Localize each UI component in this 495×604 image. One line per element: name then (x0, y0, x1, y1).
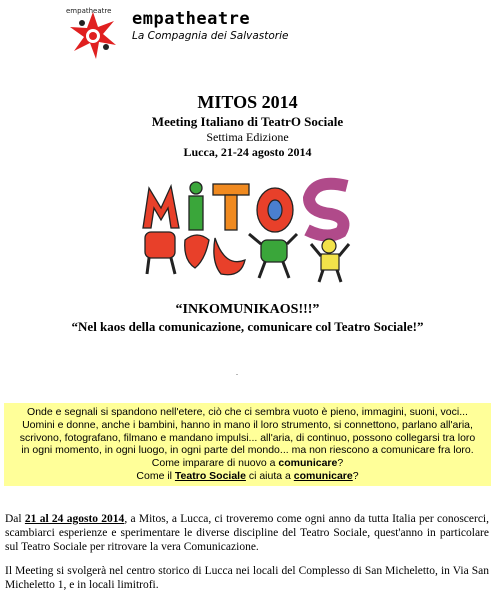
event-title: MITOS 2014 (197, 92, 298, 112)
question-2-keyword-2: comunicare (293, 469, 353, 482)
intro-box (4, 403, 491, 486)
letter-t-figure (213, 184, 249, 275)
body-paragraph-2: Il Meeting si svolgerà nel centro storico di Lucca nei locali del Complesso di San Micheletto, in Via San Micheletto 1, e in locali limitrofi. (5, 565, 489, 591)
paragraph-1-start: Dal (5, 513, 25, 525)
question-2-end: ? (352, 469, 359, 482)
intro-line: Onde e segnali si spandono nell'etere, ciò che ci sembra vuoto è pieno, immagini, suoni, voci... (27, 406, 468, 418)
question-2-text: Come il (136, 469, 175, 482)
small-dot: . (236, 368, 238, 377)
body-paragraph-1 (5, 512, 489, 554)
question-2-keyword: Teatro Sociale (174, 469, 246, 482)
logo-star-icon (70, 12, 116, 59)
question-1-end: ? (337, 457, 344, 470)
question-1-keyword: comunicare (278, 457, 338, 470)
brand-subtitle: La Compagnia dei Salvastorie (132, 30, 289, 42)
intro-line: scrivono, fotografano, filmano e mandano impulsi... all'aria, di continuo, possono collegarsi tra loro (19, 431, 476, 444)
letter-m-figure (143, 186, 179, 274)
event-dates-highlight: 21 al 24 agosto 2014 (24, 513, 125, 525)
question-1 (4, 457, 491, 470)
intro-line: Uomini e donne, anche i bambini, hanno in mano il loro strumento, si connettono, parlano all'aria, (22, 418, 473, 431)
question-2-mid: ci aiuta a (245, 469, 294, 482)
logo-ring-text: empatheatre (66, 7, 112, 15)
event-date-place: Lucca, 21-24 agosto 2014 (183, 145, 312, 159)
intro-line: in ogni momento, in ogni luogo, in ogni parte del mondo... ma non riescono a comunicare fra loro. (21, 444, 474, 457)
slogan-subtitle: “Nel kaos della comunicazione, comunicare col Teatro Sociale!” (71, 319, 424, 334)
question-1-text: Come imparare di nuovo a (151, 457, 279, 470)
mitos-artwork (135, 170, 360, 290)
event-edition: Settima Edizione (206, 130, 289, 144)
company-logo (60, 3, 126, 69)
letter-i-figure (185, 182, 209, 268)
letter-o-figure (249, 188, 297, 278)
letter-s-figure (307, 184, 349, 282)
paragraph-1-text: , a Mitos, a Lucca, ci troveremo come ogni anno da tutta Italia per conoscerci, scambiarci esperienze e sperimentare le diverse discipline del Teatro Sociale, quest'anno in particolare sul Teatro Sociale per ritrovare la vera Comunicazione. (5, 513, 490, 553)
brand-name: empatheatre (132, 9, 251, 29)
event-subtitle: Meeting Italiano di TeatrO Sociale (151, 114, 344, 129)
question-2 (4, 470, 491, 483)
slogan-title: “INKOMUNIKAOS!!!” (175, 302, 320, 317)
